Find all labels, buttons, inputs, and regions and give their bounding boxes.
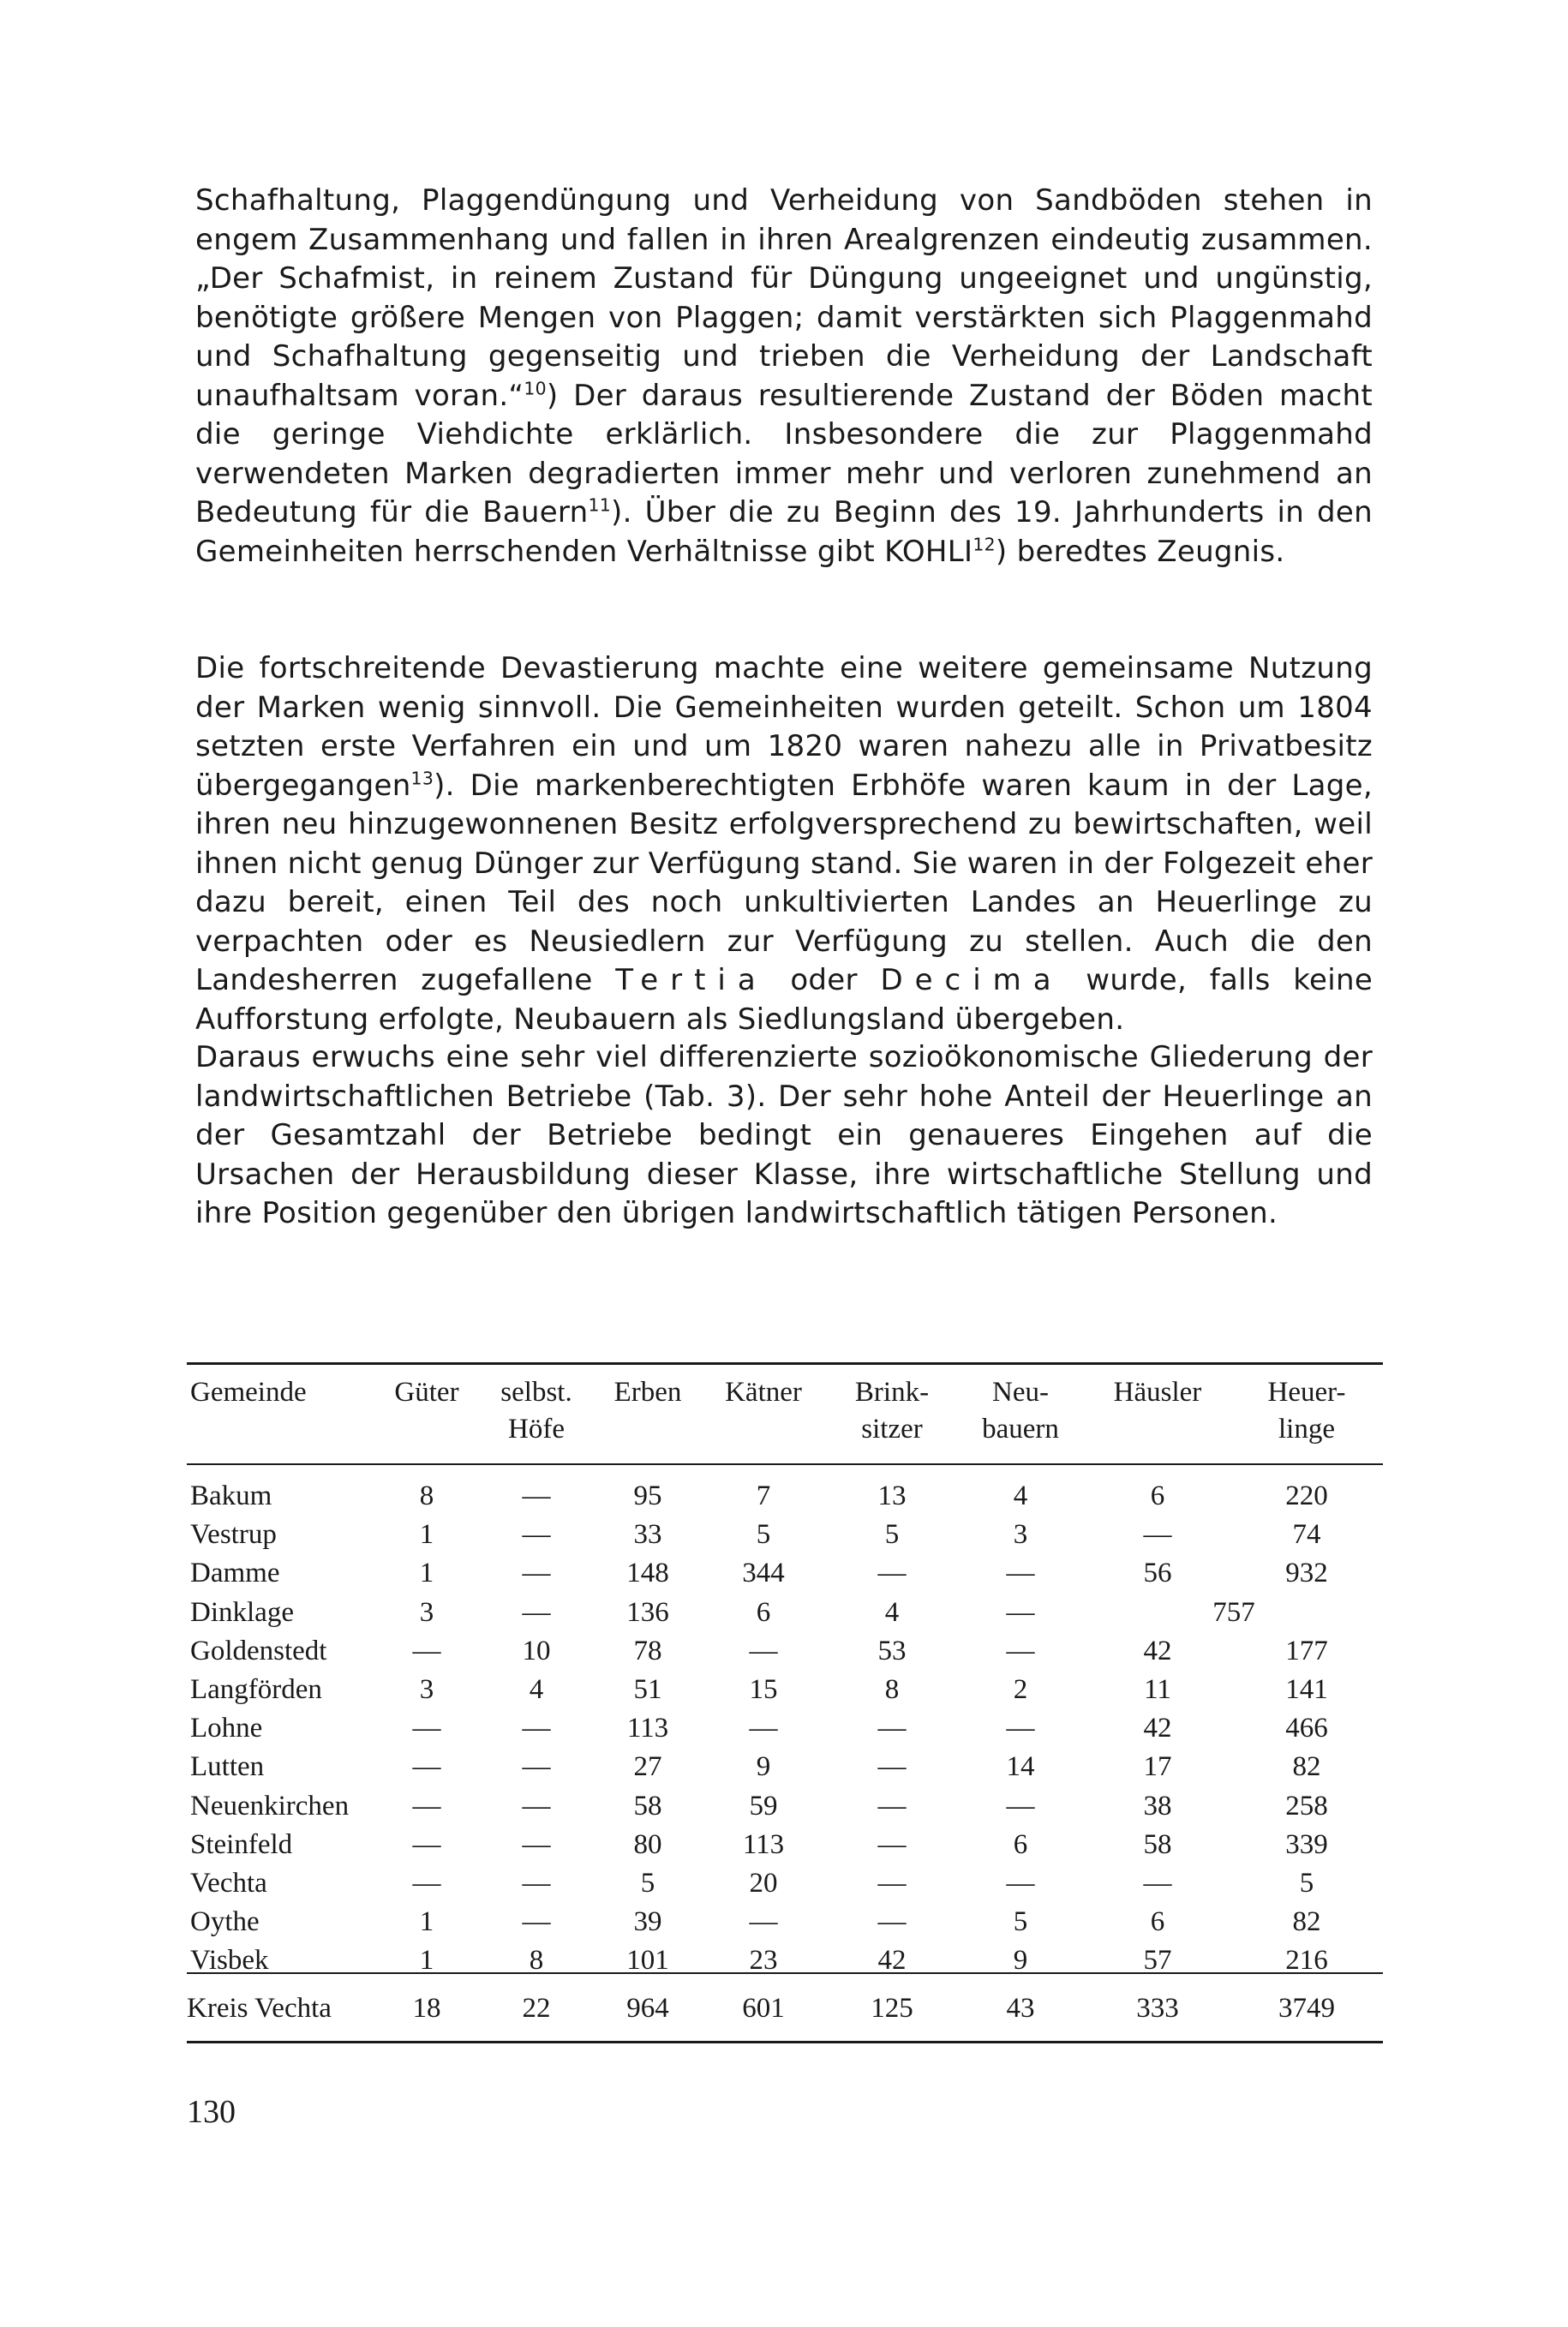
header-gueter: [377, 1374, 476, 1448]
cell-neubauern: 4: [1013, 1481, 1028, 1511]
cell-haeusler: 56: [1143, 1558, 1172, 1589]
header-neubauern: [956, 1374, 1085, 1448]
table-row: [187, 1477, 1383, 1516]
cell-haeusler: 6: [1150, 1906, 1165, 1938]
header-gemeinde-line1: Gemeinde: [190, 1377, 307, 1408]
table-header: [187, 1374, 1383, 1448]
header-selbst-hoefe: [476, 1374, 596, 1448]
cell-kaetner: —: [749, 1906, 778, 1938]
cell-erben: 27: [633, 1751, 662, 1783]
cell-gemeinde: Oythe: [190, 1906, 260, 1938]
table-row: [187, 1748, 1383, 1786]
total-erben: 964: [626, 1993, 669, 2024]
cell-haeusler: 42: [1143, 1635, 1172, 1666]
cell-gueter: 3: [419, 1674, 434, 1706]
cell-heuerlinge: 141: [1285, 1674, 1328, 1706]
total-haeusler: 333: [1136, 1993, 1179, 2024]
table-row: [187, 1671, 1383, 1709]
cell-kaetner: 23: [749, 1945, 778, 1977]
table-row: [187, 1632, 1383, 1671]
table-row: [187, 1787, 1383, 1826]
cell-brinksitzer: —: [877, 1906, 907, 1938]
p1-text-c: ). Über die zu Beginn des 19. Jahrhunderts in den Gemeinheiten herrschenden Verhältnisse gibt KOHLI: [195, 495, 1373, 569]
cell-selbst-hoefe: —: [522, 1751, 551, 1783]
p3-text: Daraus erwuchs eine sehr viel differenzierte sozioökonomische Gliederung der landwirtschaftlichen Betriebe (Tab. 3). Der sehr hohe Anteil der Heuerlinge an der Gesamtzahl der Betriebe bedingt ein genaueres Eingehen auf die Ursachen der Herausbildung dieser Klasse, ihre wirtschaftliche Stellung und ihre Position gegenüber den übrigen landwirtschaftlich tätigen Personen.: [195, 1040, 1373, 1230]
cell-selbst-hoefe: 8: [529, 1945, 544, 1977]
p1-text-d: ) beredtes Zeugnis.: [995, 534, 1285, 569]
table-row: [187, 1594, 1383, 1632]
cell-kaetner: —: [749, 1713, 778, 1744]
header-selbst-line2: Höfe: [508, 1414, 565, 1445]
table-rule-top: [187, 1362, 1383, 1365]
cell-selbst-hoefe: —: [522, 1906, 551, 1938]
total-brinksitzer: 125: [871, 1993, 913, 2024]
cell-heuerlinge: 177: [1285, 1635, 1328, 1666]
p1-text-b: ) Der daraus resultierende Zustand der Böden macht die geringe Viehdichte erklärlich. Insbesondere die zur Plaggenmahd verwendeten Marken degradierten immer mehr und verloren zunehmend an Bedeutung für die Bauern: [195, 378, 1373, 529]
cell-kaetner: 9: [756, 1751, 771, 1783]
cell-gueter: 3: [419, 1596, 434, 1628]
table-rule-total: [187, 1972, 1383, 1974]
cell-haeusler: 57: [1143, 1945, 1172, 1977]
table-total: [187, 1988, 1383, 2029]
cell-erben: 95: [633, 1481, 662, 1511]
cell-gemeinde: Dinklage: [190, 1596, 294, 1628]
cell-erben: 113: [626, 1713, 669, 1744]
table-row: [187, 1903, 1383, 1941]
cell-heuerlinge: 82: [1292, 1906, 1321, 1938]
p2-text-a: Die fortschreitende Devastierung machte eine weitere gemeinsame Nutzung der Marken wenig sinnvoll. Die Gemeinheiten wurden geteilt. Schon um 1804 setzten erste Verfahren ein und um 1820 waren nahezu alle in Privatbesitz übergegangen: [195, 651, 1373, 803]
cell-kaetner: 6: [756, 1596, 771, 1628]
cell-kaetner: 344: [742, 1558, 785, 1589]
term-decima: Decima: [880, 963, 1063, 997]
cell-brinksitzer: —: [877, 1713, 907, 1744]
header-selbst-line1: selbst.: [500, 1377, 572, 1408]
cell-heuerlinge: 5: [1299, 1868, 1314, 1899]
p1-text-a: Schafhaltung, Plaggendüngung und Verheidung von Sandböden stehen in engem Zusammenhang und fallen in ihren Arealgrenzen eindeutig zusammen. „Der Schafmist, in reinem Zustand für Düngung ungeeignet und ungünstig, benötigte größere Mengen von Plaggen; damit verstärkten sich Plaggenmahd und Schafhaltung gegenseitig und trieben die Verheidung der Landschaft unaufhaltsam voran.“: [195, 183, 1373, 413]
cell-gemeinde: Langförden: [190, 1674, 322, 1706]
cell-heuerlinge: 82: [1292, 1751, 1321, 1783]
cell-selbst-hoefe: 10: [522, 1635, 551, 1666]
cell-erben: 148: [626, 1558, 669, 1589]
cell-heuerlinge: 339: [1285, 1828, 1328, 1860]
header-erben: [596, 1374, 699, 1448]
total-neubauern: 43: [1006, 1993, 1035, 2024]
cell-erben: 39: [633, 1906, 662, 1938]
table-rows: [187, 1477, 1383, 1981]
cell-erben: 51: [633, 1674, 662, 1706]
cell-neubauern: —: [1006, 1868, 1035, 1899]
cell-brinksitzer: —: [877, 1828, 907, 1860]
cell-gueter: —: [412, 1635, 441, 1666]
table-row: [187, 1826, 1383, 1864]
p2-word-oder: oder: [790, 963, 858, 997]
cell-gueter: —: [412, 1751, 441, 1783]
p2-text-b: ). Die markenberechtigten Erbhöfe waren kaum in der Lage, ihren neu hinzugewonnenen Besitz erfolgversprechend zu bewirtschaften, weil ihnen nicht genug Dünger zur Verfügung stand. Sie waren in der Folgezeit eher dazu bereit, einen Teil des noch unkultivierten Landes an Heuerlinge zu verpachten oder es Neusiedlern zur Verfügung zu stellen. Auch die den Landesherren zugefallene: [195, 768, 1373, 997]
cell-gueter: 1: [419, 1519, 434, 1551]
cell-erben: 136: [626, 1596, 669, 1628]
cell-neubauern: 3: [1013, 1519, 1028, 1551]
header-gemeinde: [187, 1374, 377, 1448]
header-neu-line2: bauern: [982, 1414, 1059, 1445]
cell-gemeinde: Vestrup: [190, 1519, 277, 1551]
cell-brinksitzer: 5: [884, 1519, 900, 1551]
paragraph-3: [195, 1038, 1373, 1234]
cell-neubauern: 6: [1013, 1828, 1028, 1860]
cell-neubauern: 2: [1013, 1674, 1028, 1706]
cell-gemeinde: Visbek: [190, 1945, 269, 1977]
cell-neubauern: 14: [1006, 1751, 1035, 1783]
cell-gueter: 1: [419, 1945, 434, 1977]
cell-neubauern: —: [1006, 1713, 1035, 1744]
cell-gueter: —: [412, 1790, 441, 1822]
cell-brinksitzer: —: [877, 1868, 907, 1899]
table-total-row: [187, 1988, 1383, 2029]
cell-gemeinde: Neuenkirchen: [190, 1790, 350, 1822]
cell-kaetner: 15: [749, 1674, 778, 1706]
header-brink-line1: Brink-: [854, 1377, 930, 1408]
cell-selbst-hoefe: —: [522, 1596, 551, 1628]
cell-brinksitzer: 4: [884, 1596, 900, 1628]
cell-erben: 78: [633, 1635, 662, 1666]
footnote-ref-11: 11: [588, 494, 611, 516]
cell-selbst-hoefe: —: [522, 1481, 551, 1511]
table-row: [187, 1864, 1383, 1903]
cell-selbst-hoefe: —: [522, 1519, 551, 1551]
cell-brinksitzer: —: [877, 1790, 907, 1822]
footnote-ref-12: 12: [973, 534, 996, 555]
cell-erben: 58: [633, 1790, 662, 1822]
cell-neubauern: 5: [1013, 1906, 1028, 1938]
p2-text-c: wurde, falls keine Aufforstung erfolgte, Neubauern als Siedlungsland übergeben.: [195, 963, 1373, 1037]
cell-erben: 5: [640, 1868, 655, 1899]
cell-haeusler: 17: [1143, 1751, 1172, 1783]
cell-haeusler: 11: [1144, 1674, 1171, 1706]
cell-gemeinde: Steinfeld: [190, 1828, 293, 1860]
cell-haeusler-heuerlinge-combined: 757: [1212, 1596, 1255, 1628]
table-row: [187, 1516, 1383, 1554]
header-haeusler-line1: Häusler: [1113, 1377, 1202, 1408]
cell-heuerlinge: 466: [1285, 1713, 1328, 1744]
table-row: [187, 1554, 1383, 1593]
cell-neubauern: —: [1006, 1790, 1035, 1822]
cell-selbst-hoefe: —: [522, 1558, 551, 1589]
cell-gueter: —: [412, 1868, 441, 1899]
cell-gueter: 8: [419, 1481, 434, 1511]
total-gueter: 18: [412, 1993, 441, 2024]
cell-heuerlinge: 216: [1285, 1945, 1328, 1977]
cell-brinksitzer: 8: [884, 1674, 900, 1706]
footnote-ref-10: 10: [524, 378, 547, 399]
header-brink-line2: sitzer: [861, 1414, 923, 1445]
table-row: [187, 1709, 1383, 1748]
total-kaetner: 601: [742, 1993, 785, 2024]
cell-brinksitzer: —: [877, 1558, 907, 1589]
cell-brinksitzer: 42: [877, 1945, 907, 1977]
cell-heuerlinge: 258: [1285, 1790, 1328, 1822]
cell-kaetner: 113: [742, 1828, 785, 1860]
total-label: Kreis Vechta: [187, 1993, 332, 2024]
header-heuer-line1: Heuer-: [1267, 1377, 1346, 1408]
cell-haeusler: 38: [1143, 1790, 1172, 1822]
cell-brinksitzer: —: [877, 1751, 907, 1783]
cell-gemeinde: Lutten: [190, 1751, 265, 1783]
cell-erben: 80: [633, 1828, 662, 1860]
paragraph-1: [195, 182, 1373, 571]
header-brinksitzer: [828, 1374, 956, 1448]
cell-selbst-hoefe: 4: [529, 1674, 544, 1706]
cell-neubauern: —: [1006, 1596, 1035, 1628]
table-rule-bottom: [187, 2041, 1383, 2043]
cell-kaetner: 59: [749, 1790, 778, 1822]
cell-brinksitzer: 53: [877, 1635, 907, 1666]
cell-haeusler: —: [1143, 1868, 1172, 1899]
cell-heuerlinge: 932: [1285, 1558, 1328, 1589]
cell-heuerlinge: 74: [1292, 1519, 1321, 1551]
cell-brinksitzer: 13: [877, 1481, 907, 1511]
cell-kaetner: —: [749, 1635, 778, 1666]
cell-gueter: —: [412, 1828, 441, 1860]
total-selbst-hoefe: 22: [522, 1993, 551, 2024]
cell-selbst-hoefe: —: [522, 1828, 551, 1860]
header-erben-line1: Erben: [613, 1377, 682, 1408]
cell-selbst-hoefe: —: [522, 1790, 551, 1822]
cell-selbst-hoefe: —: [522, 1868, 551, 1899]
cell-haeusler: 42: [1143, 1713, 1172, 1744]
header-gueter-line1: Güter: [394, 1377, 459, 1408]
cell-kaetner: 5: [756, 1519, 771, 1551]
cell-gemeinde: Bakum: [190, 1481, 272, 1511]
cell-gueter: —: [412, 1713, 441, 1744]
table-body: [187, 1477, 1383, 1981]
cell-neubauern: —: [1006, 1635, 1035, 1666]
header-neu-line1: Neu-: [992, 1377, 1049, 1408]
table-header-row: [187, 1374, 1383, 1448]
cell-haeusler: 6: [1150, 1481, 1165, 1511]
page-number: 130: [187, 2094, 236, 2130]
cell-neubauern: 9: [1013, 1945, 1028, 1977]
paragraph-2: [195, 649, 1373, 1039]
cell-haeusler: 58: [1143, 1828, 1172, 1860]
cell-erben: 33: [633, 1519, 662, 1551]
cell-heuerlinge: 220: [1285, 1481, 1328, 1511]
header-heuerlinge: [1230, 1374, 1383, 1448]
cell-gueter: 1: [419, 1558, 434, 1589]
table-row: [187, 1941, 1383, 1980]
total-heuerlinge: 3749: [1278, 1993, 1335, 2024]
cell-kaetner: 20: [749, 1868, 778, 1899]
header-haeusler: [1085, 1374, 1230, 1448]
footnote-ref-13: 13: [410, 768, 434, 789]
cell-selbst-hoefe: —: [522, 1713, 551, 1744]
cell-gemeinde: Lohne: [190, 1713, 263, 1744]
cell-gemeinde: Vechta: [190, 1868, 267, 1899]
cell-gemeinde: Damme: [190, 1558, 280, 1589]
cell-erben: 101: [626, 1945, 669, 1977]
header-heuer-line2: linge: [1278, 1414, 1335, 1445]
cell-gueter: 1: [419, 1906, 434, 1938]
header-kaetner: [699, 1374, 828, 1448]
cell-neubauern: —: [1006, 1558, 1035, 1589]
cell-kaetner: 7: [756, 1481, 771, 1511]
header-kaetner-line1: Kätner: [725, 1377, 802, 1408]
cell-gemeinde: Goldenstedt: [190, 1635, 327, 1666]
table-rule-header: [187, 1463, 1383, 1465]
term-tertia: Tertia: [615, 963, 768, 997]
cell-haeusler: —: [1143, 1519, 1172, 1551]
